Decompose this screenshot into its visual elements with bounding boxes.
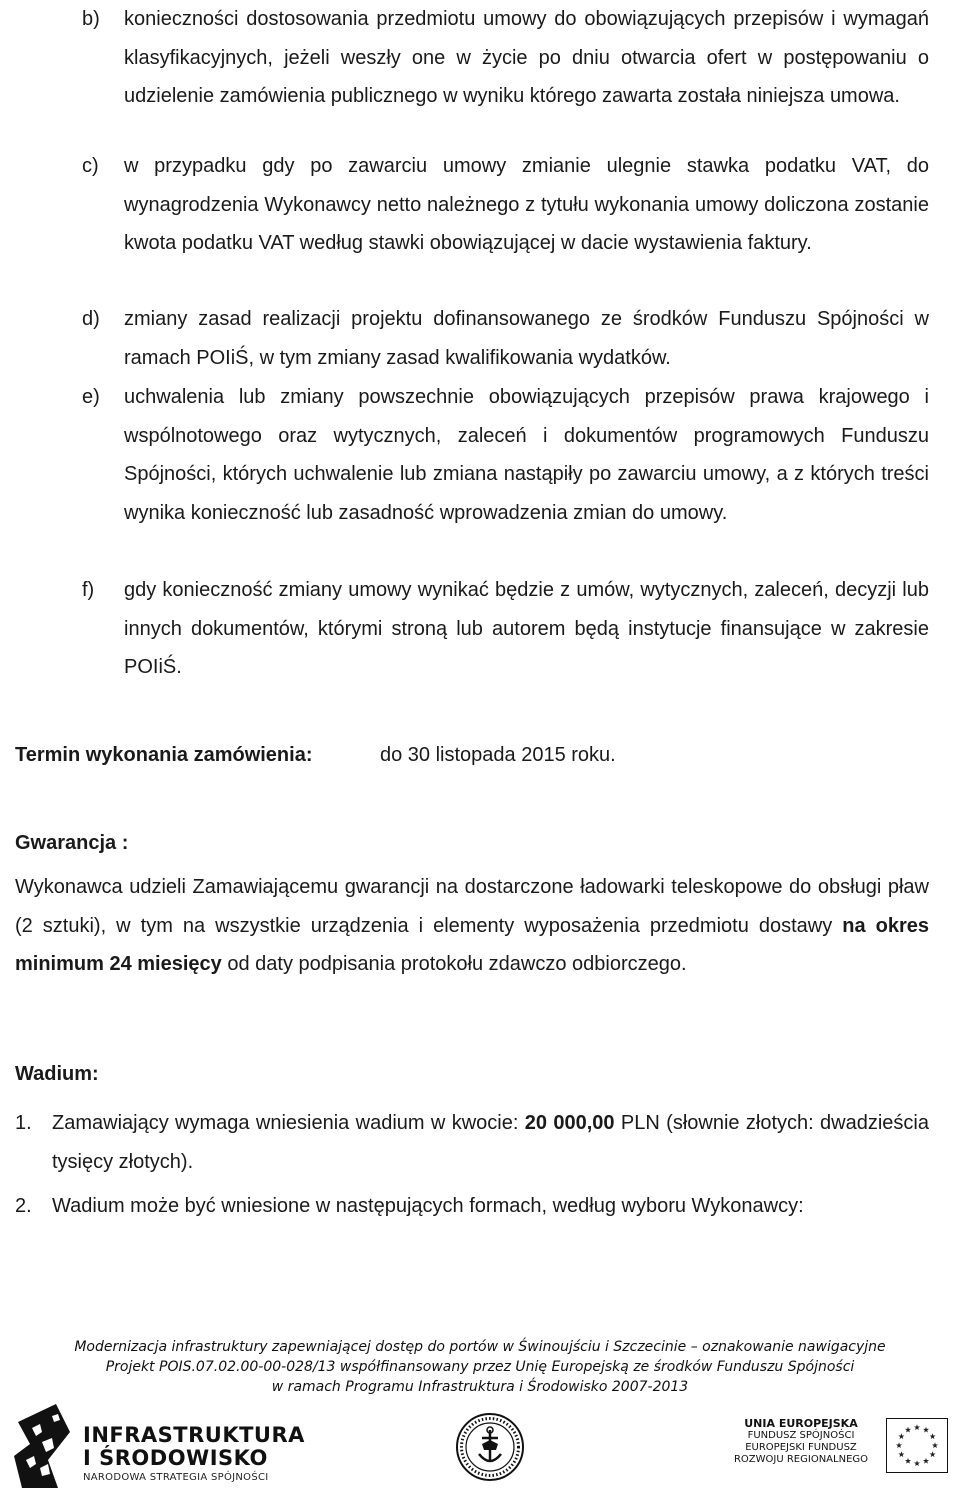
guarantee-label: Gwarancja : [15, 832, 129, 854]
wadium-point-text [52, 1104, 929, 1181]
list-letter: d) [82, 308, 100, 330]
infrastruktura-emblem-icon [12, 1402, 74, 1490]
guarantee-period: na okres minimum 24 miesięcy [15, 914, 929, 975]
list-letter: f) [82, 579, 95, 601]
wadium-point-number: 1. [15, 1112, 32, 1134]
list-letter: e) [82, 386, 100, 408]
list-text: zmiany zasad realizacji projektu dofinansowanego ze środków Funduszu Spójności w ramach POIiŚ, w tym zmiany zasad kwalifikowania wydatków. [124, 308, 929, 369]
infrastruktura-logo [12, 1402, 305, 1492]
wadium-label: Wadium: [15, 1063, 99, 1085]
list-letter: b) [82, 8, 100, 30]
eu-logo-line: UNIA EUROPEJSKA [744, 1417, 858, 1430]
wadium-point-text-after: PLN (słownie złotych: dwadzieścia tysięcy złotych). [52, 1112, 929, 1173]
footer-project-info [0, 1337, 960, 1397]
list-text: w przypadku gdy po zawarciu umowy zmianie ulegnie stawka podatku VAT, do wynagrodzenia Wykonawcy netto należnego z tytułu wykonania umowy doliczona zostanie kwota podatku VAT według stawki obowiązującej w dacie wystawienia faktury. [124, 155, 929, 254]
footer-line: Projekt POIS.07.02.00-00-028/13 współfinansowany przez Unię Europejską ze środków Funduszu Spójności [105, 1359, 855, 1375]
guarantee-text-before: Wykonawca udzieli Zamawiającemu gwarancji na dostarczone ładowarki teleskopowe do obsługi pław (2 sztuki), w tym na wszystkie urządzenia i elementy wyposażenia przedmiotu dostawy [15, 876, 929, 937]
logo-subtitle: NARODOWA STRATEGIA SPÓJNOŚCI [83, 1472, 269, 1483]
wadium-amount: 20 000,00 [524, 1112, 615, 1134]
guarantee-text-after: od daty podpisania protokołu zdawczo odbiorczego. [221, 953, 687, 975]
wadium-point-text-before: Zamawiający wymaga wniesienia wadium w kwocie: [52, 1112, 525, 1134]
eu-flag-icon [886, 1418, 948, 1473]
list-text: uchwalenia lub zmiany powszechnie obowiązujących przepisów prawa krajowego i wspólnotowego oraz wytycznych, zaleceń i dokumentów programowych Funduszu Spójności, których uchwalenie lub zmiana nastąpiły po zawarciu umowy, a z których treści wynika konieczność lub zasadność wprowadzenia zmian do umowy. [124, 386, 929, 524]
eu-logo-line: FUNDUSZ SPÓJNOŚCI [747, 1430, 855, 1441]
eu-logo [726, 1418, 951, 1478]
footer-line: Modernizacja infrastruktury zapewniającej dostęp do portów w Świnoujściu i Szczecinie – oznakowanie nawigacyjne [74, 1339, 886, 1355]
term-value: do 30 listopada 2015 roku. [380, 744, 616, 766]
eu-logo-text [726, 1418, 876, 1466]
wadium-point-text: Wadium może być wniesione w następujących formach, według wyboru Wykonawcy: [52, 1195, 804, 1217]
list-text: konieczności dostosowania przedmiotu umowy do obowiązujących przepisów i wymagań klasyfikacyjnych, jeżeli weszły one w życie po dniu otwarcia ofert w postępowaniu o udzielenie zamówienia publicznego w wyniku którego zawarta została niniejsza umowa. [124, 8, 929, 107]
list-text: gdy konieczność zmiany umowy wynikać będzie z umów, wytycznych, zaleceń, decyzji lub innych dokumentów, którymi stroną lub autorem będą instytucje finansujące w zakresie POIiŚ. [124, 579, 929, 678]
eu-logo-line: EUROPEJSKI FUNDUSZ [745, 1442, 857, 1453]
footer-line: w ramach Programu Infrastruktura i Środowisko 2007-2013 [271, 1379, 689, 1395]
guarantee-text [15, 868, 929, 984]
maritime-office-seal-icon [455, 1412, 525, 1482]
eu-logo-line: ROZWOJU REGIONALNEGO [733, 1454, 869, 1465]
logo-title-line: I ŚRODOWISKO [83, 1446, 268, 1470]
term-label: Termin wykonania zamówienia: [15, 744, 313, 766]
list-letter: c) [82, 155, 99, 177]
wadium-point-number: 2. [15, 1195, 32, 1217]
logo-title-line: INFRASTRUKTURA [83, 1423, 305, 1447]
